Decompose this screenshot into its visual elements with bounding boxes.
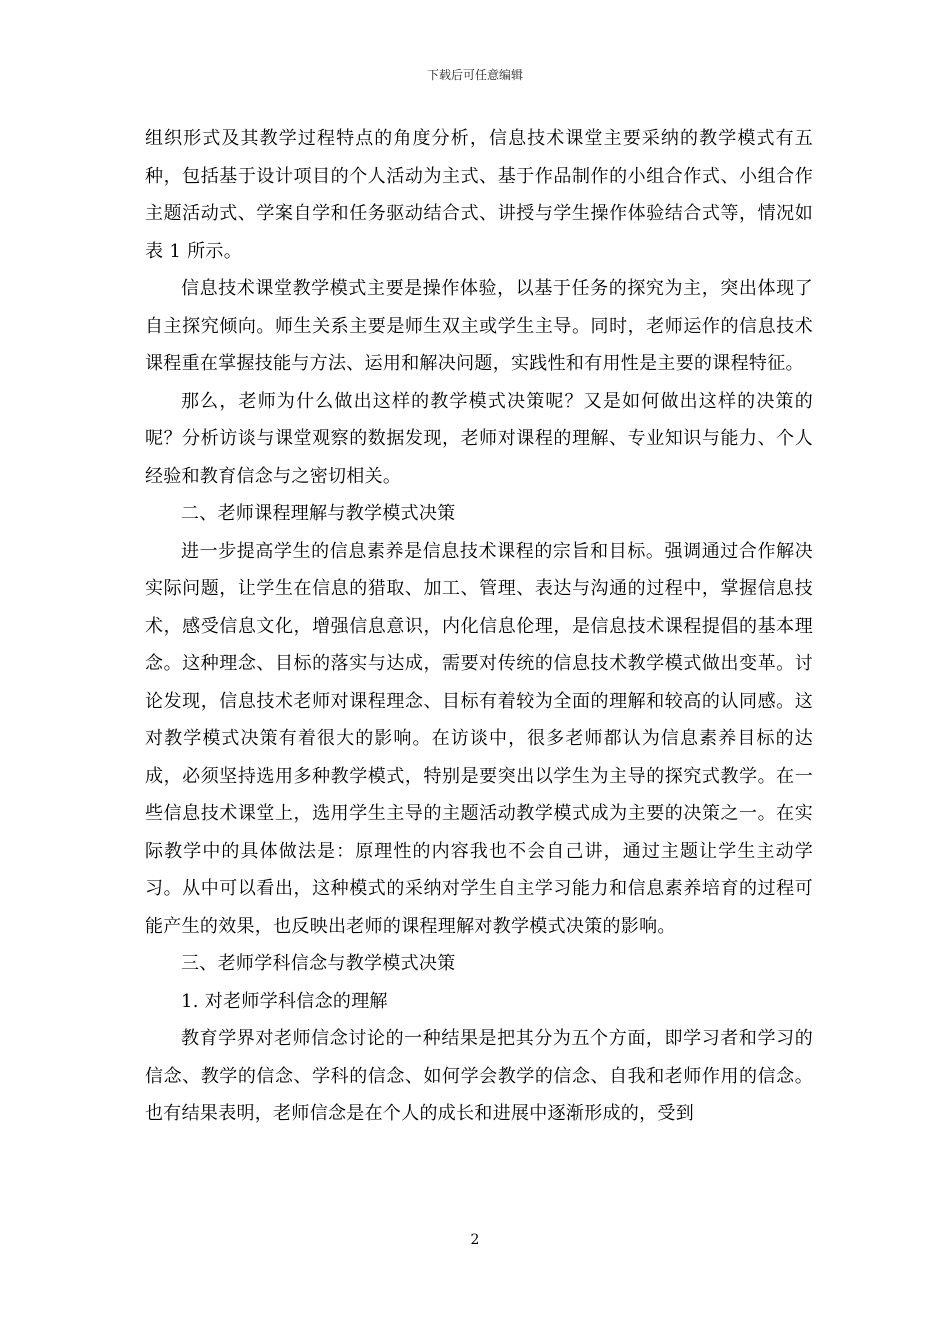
page-number: 2 xyxy=(470,1232,480,1248)
section-heading-2: 二、老师课程理解与教学模式决策 xyxy=(181,503,456,524)
paragraph-4: 进一步提高学生的信息素养是信息技术课程的宗旨和目标。强调通过合作解决实际问题，让学生在信息的猎取、加工、管理、表达与沟通的过程中，掌握信息技术，感受信息文化，增强信息意识，内化信息伦理，是信息技术课程提倡的基本理念。这种理念、目标的落实与达成，需要对传统的信息技术教学模式做出变革。讨论发现，信息技术老师对课程理念、目标有着较为全面的理解和较高的认同感。这对教学模式决策有着很大的影响。在访谈中，很多老师都认为信息素养目标的达成，必须坚持选用多种教学模式，特别是要突出以学生为主导的探究式教学。在一些信息技术课堂上，选用学生主导的主题活动教学模式成为主要的决策之一。在实际教学中的具体做法是：原理性的内容我也不会自己讲，通过主题让学生主动学习。从中可以看出，这种模式的采纳对学生自主学习能力和信息素养培育的过程可能产生的效果，也反映出老师的课程理解对教学模式决策的影响。 xyxy=(145,540,813,937)
paragraph-2: 信息技术课堂教学模式主要是操作体验，以基于任务的探究为主，突出体现了自主探究倾向。师生关系主要是师生双主或学生主导。同时，老师运作的信息技术课程重在掌握技能与方法、运用和解决问题，实践性和有用性是主要的课程特征。 xyxy=(145,278,813,374)
subsection-heading-1: 1. 对老师学科信念的理解 xyxy=(181,990,388,1012)
body-text xyxy=(145,120,813,1133)
section-heading-3: 三、老师学科信念与教学模式决策 xyxy=(181,953,456,974)
paragraph-1: 组织形式及其教学过程特点的角度分析，信息技术课堂主要采纳的教学模式有五种，包括基于设计项目的个人活动为主式、基于作品制作的小组合作式、小组合作主题活动式、学案自学和任务驱动结合式、讲授与学生操作体验结合式等，情况如表 1 所示。 xyxy=(145,128,813,262)
page-header: 下载后可任意编辑 xyxy=(426,68,523,82)
paragraph-3: 那么，老师为什么做出这样的教学模式决策呢？又是如何做出这样的决策的呢？分析访谈与课堂观察的数据发现，老师对课程的理解、专业知识与能力、个人经验和教育信念与之密切相关。 xyxy=(145,390,813,487)
paragraph-5: 教育学界对老师信念讨论的一种结果是把其分为五个方面，即学习者和学习的信念、教学的信念、学科的信念、如何学会教学的信念、自我和老师作用的信念。也有结果表明，老师信念是在个人的成长和进展中逐渐形成的，受到 xyxy=(145,1028,813,1124)
